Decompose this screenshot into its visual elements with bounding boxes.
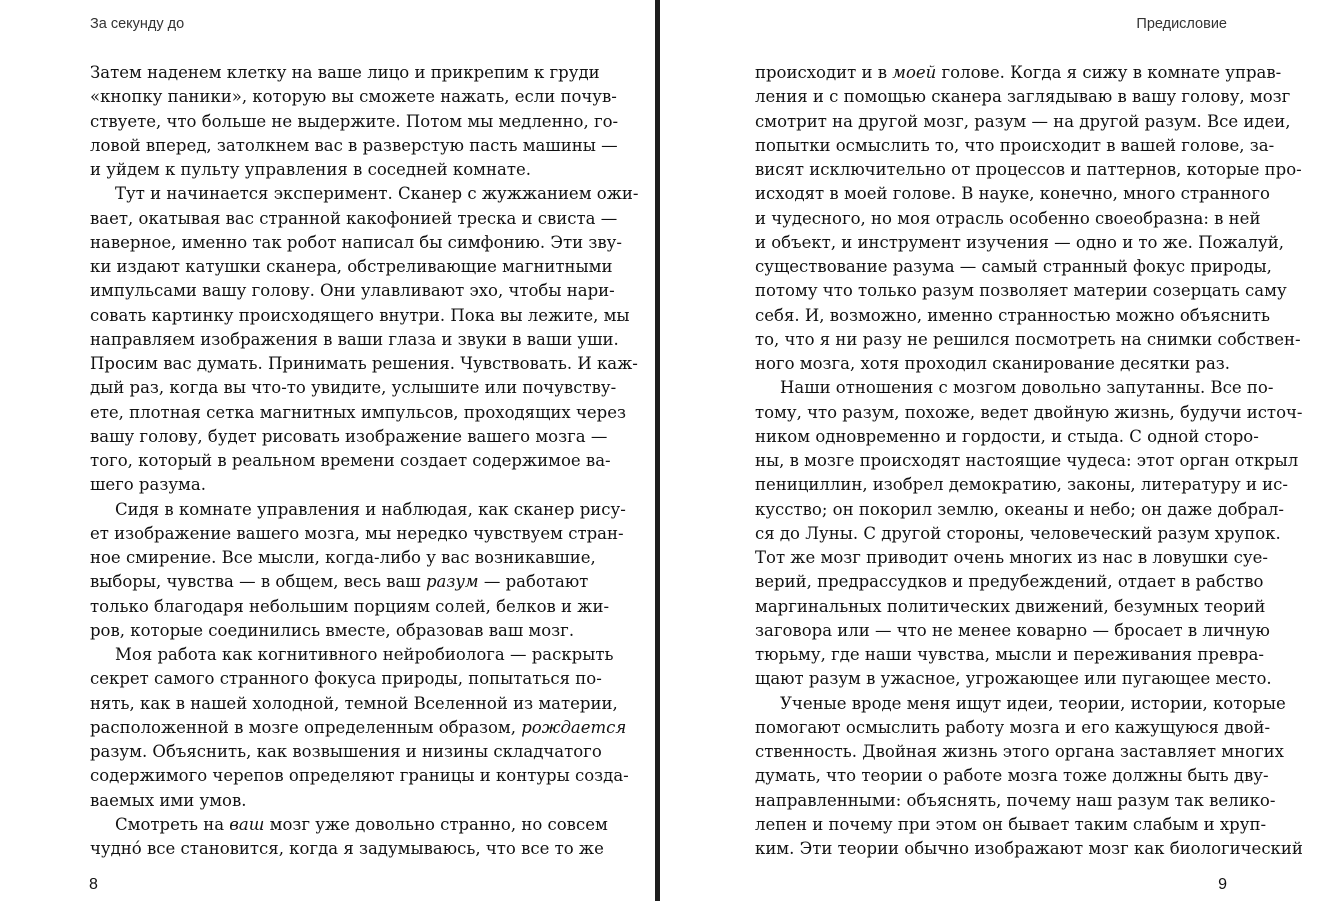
running-head-right: Предисловие [1136, 16, 1227, 32]
text-line: направляем изображения в ваши глаза и звуки в ваши уши. [90, 329, 619, 349]
text-line: существование разума — самый странный фокус природы, [755, 257, 1272, 276]
text-line: происходит и в [755, 63, 893, 82]
text-line: ся до Луны. С другой стороны, человеческий разум хрупок. [755, 523, 1281, 543]
text-line: шего разума. [90, 475, 206, 495]
text-line: Моя работа как когнитивного нейробиолога — раскрыть [115, 645, 614, 664]
italic-word: разум [425, 572, 479, 592]
text-line: лепен и почему при этом он бывает таким слабым и хруп- [755, 814, 1267, 834]
text-line: ловой вперед, затолкнем вас в разверстую пасть машины — [90, 135, 618, 155]
italic-word: моей [892, 63, 937, 82]
text-line: чудно́ все становится, когда я задумываюсь, что все то же [90, 839, 604, 858]
text-line: вает, окатывая вас странной какофонией треска и свиста — [90, 208, 618, 228]
text-line: «кнопку паники», которую вы сможете нажать, если почув- [90, 87, 617, 107]
text-line: попытки осмыслить то, что происходит в вашей голове, за- [755, 135, 1275, 155]
text-line: ное смирение. Все мысли, когда-либо у вас возникавшие, [90, 548, 596, 567]
right-page-body [755, 61, 1303, 861]
left-page-body [90, 61, 639, 861]
book-spine-divider [655, 0, 660, 901]
text-line: Затем наденем клетку на ваше лицо и прикрепим к груди [90, 63, 600, 82]
text-line: заговора или — что не менее коварно — бросает в личную [755, 620, 1270, 640]
italic-word: ваш [229, 814, 265, 834]
text-line: того, который в реальном времени создает содержимое ва- [90, 451, 611, 470]
text-line: только благодаря небольшим порциям солей, белков и жи- [90, 596, 610, 616]
text-line: расположенной в мозге определенным образом, [90, 717, 522, 737]
running-head-left: За секунду до [90, 16, 185, 32]
page-number-right: 9 [1218, 876, 1227, 893]
text-line: ет изображение вашего мозга, мы нередко чувствуем стран- [90, 523, 624, 543]
right-page [661, 0, 1318, 901]
text-line: маргинальных политических движений, безумных теорий [755, 596, 1266, 616]
text-line: вашу голову, будет рисовать изображение вашего мозга — [90, 426, 608, 446]
text-line: и объект, и инструмент изучения — одно и то же. Пожалуй, [755, 232, 1284, 252]
text-line: Просим вас думать. Принимать решения. Чувствовать. И каж- [90, 354, 638, 373]
text-line: Ученые вроде меня ищут идеи, теории, истории, которые [780, 693, 1286, 713]
text-line: направленными: объяснять, почему наш разум так велико- [755, 790, 1276, 810]
text-line: голове. Когда я сижу в комнате управ- [936, 63, 1282, 82]
text-line: смотрит на другой мозг, разум — на другой разум. Все идеи, [755, 111, 1291, 131]
text-line: нять, как в нашей холодной, темной Вселенной из материи, [90, 693, 618, 713]
text-line: думать, что теории о работе мозга тоже должны быть дву- [755, 766, 1269, 786]
text-line: кусство; он покорил землю, океаны и небо; он даже добрал- [755, 499, 1284, 519]
italic-word: рождается [521, 717, 627, 737]
text-line: ны, в мозге происходят настоящие чудеса: этот орган открыл [755, 451, 1299, 470]
text-line: ником одновременно и гордости, и стыда. С одной сторо- [755, 426, 1259, 446]
text-line: Сидя в комнате управления и наблюдая, как сканер рису- [115, 499, 626, 519]
text-line: дый раз, когда вы что-то увидите, услышите или почувству- [90, 378, 617, 398]
text-line: Тут и начинается эксперимент. Сканер с жужжанием ожи- [115, 184, 639, 204]
text-line: содержимого черепов определяют границы и контуры созда- [90, 766, 629, 786]
text-line: ете, плотная сетка магнитных импульсов, проходящих через [90, 402, 626, 422]
text-line: наверное, именно так робот написал бы симфонию. Эти зву- [90, 232, 622, 252]
text-line: висят исключительно от процессов и паттернов, которые про- [755, 160, 1302, 179]
text-line: разум. Объяснить, как возвышения и низины складчатого [90, 742, 602, 761]
text-line: импульсами вашу голову. Они улавливают эхо, чтобы нари- [90, 281, 615, 301]
text-line: щают разум в ужасное, угрожающее или пугающее место. [755, 669, 1272, 689]
text-line: совать картинку происходящего внутри. Пока вы лежите, мы [90, 305, 630, 325]
text-line: Наши отношения с мозгом довольно запутанны. Все по- [780, 378, 1274, 398]
text-line: — работают [478, 572, 589, 592]
text-line: тюрьму, где наши чувства, мысли и переживания превра- [755, 645, 1264, 664]
text-line: и уйдем к пульту управления в соседней комнате. [90, 160, 531, 179]
text-line: помогают осмыслить работу мозга и его кажущуюся двой- [755, 717, 1271, 737]
text-line: ственность. Двойная жизнь этого органа заставляет многих [755, 742, 1284, 761]
text-line: ствуете, что больше не выдержите. Потом мы медленно, го- [90, 111, 619, 131]
text-line: мозг уже довольно странно, но совсем [264, 814, 608, 834]
text-line: тому, что разум, похоже, ведет двойную жизнь, будучи источ- [755, 402, 1303, 422]
text-line: исходят в моей голове. В науке, конечно, много странного [755, 184, 1270, 204]
text-line: то, что я ни разу не решился посмотреть на снимки собствен- [755, 329, 1301, 349]
text-line: и чудесного, но моя отрасль особенно своеобразна: в ней [755, 208, 1261, 228]
text-line: Тот же мозг приводит очень многих из нас в ловушки суе- [755, 548, 1268, 567]
text-line: верий, предрассудков и предубеждений, отдает в рабство [755, 572, 1264, 592]
left-page [0, 0, 655, 901]
text-line: потому что только разум позволяет материи созерцать саму [755, 281, 1287, 301]
text-line: ров, которые соединились вместе, образовав ваш мозг. [90, 620, 575, 640]
text-line: секрет самого странного фокуса природы, попытаться по- [90, 669, 602, 689]
text-line: пенициллин, изобрел демократию, законы, литературу и ис- [755, 475, 1288, 495]
text-line: Смотреть на [115, 814, 230, 834]
text-line: ного мозга, хотя проходил сканирование десятки раз. [755, 354, 1231, 373]
text-line: выборы, чувства — в общем, весь ваш [90, 572, 426, 592]
text-line: ваемых ими умов. [90, 790, 247, 810]
page-number-left: 8 [89, 876, 98, 893]
text-line: ки издают катушки сканера, обстреливающие магнитными [90, 257, 613, 276]
text-line: ления и с помощью сканера заглядываю в вашу голову, мозг [755, 87, 1291, 107]
text-line: ким. Эти теории обычно изображают мозг как биологический [755, 839, 1303, 858]
text-line: себя. И, возможно, именно странностью можно объяснить [755, 305, 1270, 325]
